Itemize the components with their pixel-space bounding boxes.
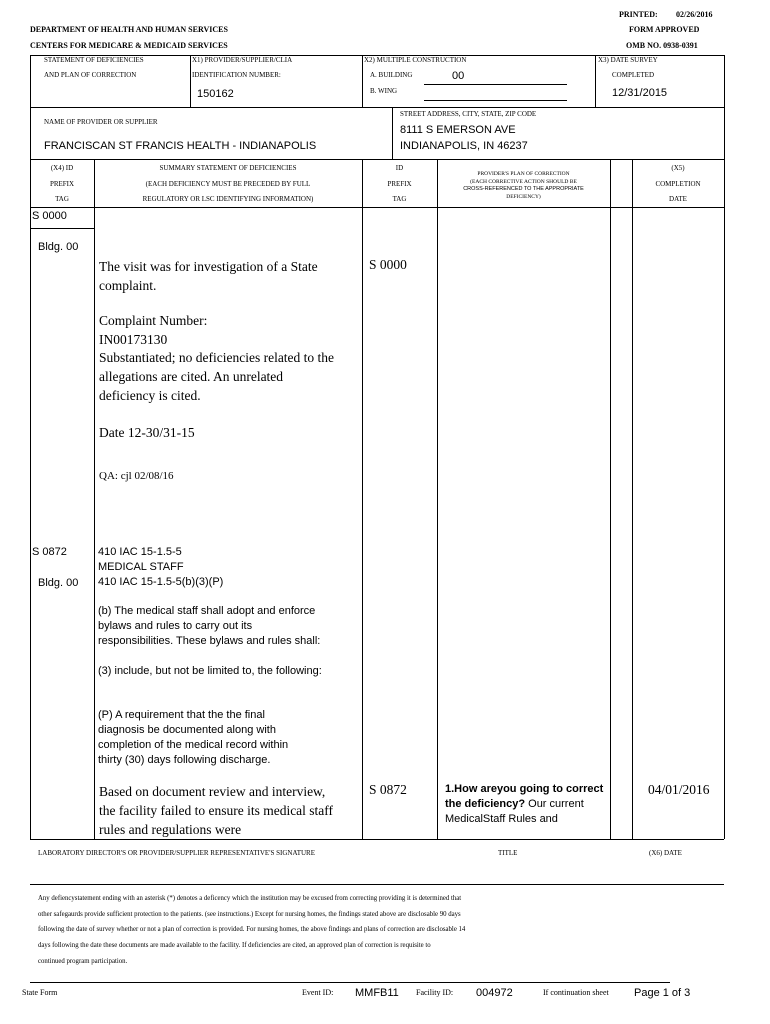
continuation-label: If continuation sheet <box>543 988 609 997</box>
x6-date-label: (X6) DATE <box>649 849 682 857</box>
address-label: STREET ADDRESS, CITY, STATE, ZIP CODE <box>400 110 537 118</box>
plan-header-1: PROVIDER'S PLAN OF CORRECTION <box>477 171 570 177</box>
page-number: Page 1 of 3 <box>634 987 691 999</box>
s0872-rule-b: (b) The medical staff shall adopt and enforce bylaws and rules to carry out its responsibilities. These bylaws and rules shall: <box>98 605 321 647</box>
s0872-id-tag: S 0872 <box>369 782 407 797</box>
s0000-tag-underline <box>30 228 94 229</box>
divider-x2 <box>362 55 363 107</box>
summary-header-3: REGULATORY OR LSC IDENTIFYING INFORMATION) <box>142 195 314 203</box>
facility-id-label: Facility ID: <box>416 988 454 997</box>
building-underline <box>424 84 567 85</box>
disclaimer-line-2: other safegaurds provide sufficient protection to the patients. (see instructions.) Except for nursing homes, the findings stated above are disclosable 90 days <box>38 911 461 918</box>
disclaimer-line-1: Any defiencystatement ending with an asterisk (*) denotes a deficency which the institution may be excused from correcting providing it is determined that <box>38 895 462 902</box>
form-bottom-border <box>30 839 724 840</box>
plan-answer: Our current MedicalStaff Rules and <box>445 798 584 825</box>
s0872-regulation: 410 IAC 15-1.5-5 <box>98 546 182 558</box>
id-header-1: ID <box>395 164 404 172</box>
event-id-value: MMFB11 <box>355 987 399 999</box>
title-label: TITLE <box>498 849 518 857</box>
plan-header-4: DEFICIENCY) <box>506 194 541 200</box>
disclaimer-line-3: following the date of survey whether or not a plan of correction is provided. For nursing homes, the above findings and plans of correction are disclosable 14 <box>38 926 466 933</box>
survey-completed-date: 12/31/2015 <box>612 87 668 99</box>
address-line-1: 8111 S EMERSON AVE <box>400 124 516 136</box>
x1-label-1: X1) PROVIDER/SUPPLIER/CLIA <box>192 56 293 64</box>
x5-header-3: DATE <box>669 195 687 203</box>
footer-line <box>30 982 670 983</box>
x4-header-3: TAG <box>55 195 69 203</box>
wing-label: B. WING <box>370 87 398 95</box>
x3-label-1: X3) DATE SURVEY <box>598 56 658 64</box>
department-title: DEPARTMENT OF HEALTH AND HUMAN SERVICES <box>30 25 228 34</box>
provider-name-label: NAME OF PROVIDER OR SUPPLIER <box>44 118 158 126</box>
form-left-border <box>30 55 31 839</box>
s0000-complaint-label: Complaint Number: <box>99 313 208 328</box>
s0000-building: Bldg. 00 <box>38 241 79 253</box>
s0872-heading: MEDICAL STAFF <box>98 561 184 573</box>
address-line-2: INDIANAPOLIS, IN 46237 <box>400 140 528 152</box>
s0000-tag: S 0000 <box>32 210 67 222</box>
state-form-label: State Form <box>22 988 58 997</box>
form-approved: FORM APPROVED <box>629 25 700 34</box>
col-div-plan <box>610 159 611 839</box>
col-div-x4 <box>94 159 95 839</box>
provider-name-value: FRANCISCAN ST FRANCIS HEALTH - INDIANAPOLIS <box>44 140 317 152</box>
facility-id-value: 004972 <box>476 987 513 999</box>
x5-header-1: (X5) <box>671 164 685 172</box>
disclaimer-line-4: days following the date these documents are made available to the facility. If deficiencies are cited, an approved plan of correction is requisite to <box>38 942 431 949</box>
printed-label: PRINTED: <box>619 10 658 19</box>
id-header-3: TAG <box>392 195 407 203</box>
s0000-qa: QA: cjl 02/08/16 <box>99 470 174 482</box>
x2-label: X2) MULTIPLE CONSTRUCTION <box>364 56 467 64</box>
statement-label-2: AND PLAN OF CORRECTION <box>44 71 137 79</box>
plan-of-correction <box>445 782 610 827</box>
col-div-x5 <box>632 159 633 839</box>
s0872-rule-b3: (3) include, but not be limited to, the following: <box>98 665 322 677</box>
s0872-tag: S 0872 <box>32 546 67 558</box>
s0000-id-tag: S 0000 <box>369 257 407 272</box>
col-div-summary <box>362 159 363 839</box>
s0000-paragraph-1: The visit was for investigation of a State complaint. <box>99 259 318 293</box>
divider-x3 <box>595 55 596 107</box>
director-signature-label: LABORATORY DIRECTOR'S OR PROVIDER/SUPPLIER REPRESENTATIVE'S SIGNATURE <box>38 849 316 857</box>
disclaimer-line-5: continued program participation. <box>38 958 128 965</box>
centers-title: CENTERS FOR MEDICARE & MEDICAID SERVICES <box>30 41 228 50</box>
provider-id-value: 150162 <box>197 88 234 100</box>
summary-header-1: SUMMARY STATEMENT OF DEFICIENCIES <box>159 164 297 172</box>
event-id-label: Event ID: <box>302 988 334 997</box>
divider-x1 <box>190 55 191 107</box>
plan-question: 1.How areyou going to correct the deficiency? <box>445 783 604 810</box>
building-value: 00 <box>452 70 465 82</box>
x3-label-2: COMPLETED <box>612 71 654 79</box>
col-header-bottom <box>30 207 724 208</box>
printed-date: 02/26/2016 <box>676 10 713 19</box>
plan-header-2: (EACH CORRECTIVE ACTION SHOULD BE <box>470 179 577 185</box>
wing-underline <box>424 100 567 101</box>
col-div-id <box>437 159 438 839</box>
s0000-substantiated: Substantiated; no deficiencies related to the allegations are cited. An unrelated deficiency is cited. <box>99 350 335 403</box>
id-header-2: PREFIX <box>387 180 412 188</box>
s0000-complaint-number: IN00173130 <box>99 332 168 347</box>
completion-date: 04/01/2016 <box>648 782 710 797</box>
s0872-finding: Based on document review and interview, the facility failed to ensure its medical staff rules and regulations were <box>99 784 334 837</box>
row1-bottom <box>30 107 724 108</box>
row2-bottom <box>30 159 724 160</box>
x4-header-2: PREFIX <box>49 180 75 188</box>
x5-header-2: COMPLETION <box>655 180 701 188</box>
signature-bottom <box>30 884 724 885</box>
building-label: A. BUILDING <box>370 71 413 79</box>
x1-label-2: IDENTIFICATION NUMBER: <box>192 71 281 79</box>
summary-header-2: (EACH DEFICIENCY MUST BE PRECEDED BY FULL <box>145 180 311 188</box>
s0000-survey-date: Date 12-30/31-15 <box>99 425 195 440</box>
x4-header-1: (X4) ID <box>50 164 74 172</box>
statement-label-1: STATEMENT OF DEFICIENCIES <box>44 56 144 64</box>
divider-address <box>392 107 393 159</box>
omb-number: OMB NO. 0938-0391 <box>626 41 698 50</box>
plan-header-3: CROSS-REFERENCED TO THE APPROPRIATE <box>463 186 584 192</box>
s0872-citation: 410 IAC 15-1.5-5(b)(3)(P) <box>98 576 224 588</box>
s0872-rule-p: (P) A requirement that the the final diagnosis be documented along with completion of the medical record within thirty (30) days following discharge. <box>98 709 289 766</box>
s0872-building: Bldg. 00 <box>38 577 79 589</box>
form-right-border <box>724 55 725 839</box>
